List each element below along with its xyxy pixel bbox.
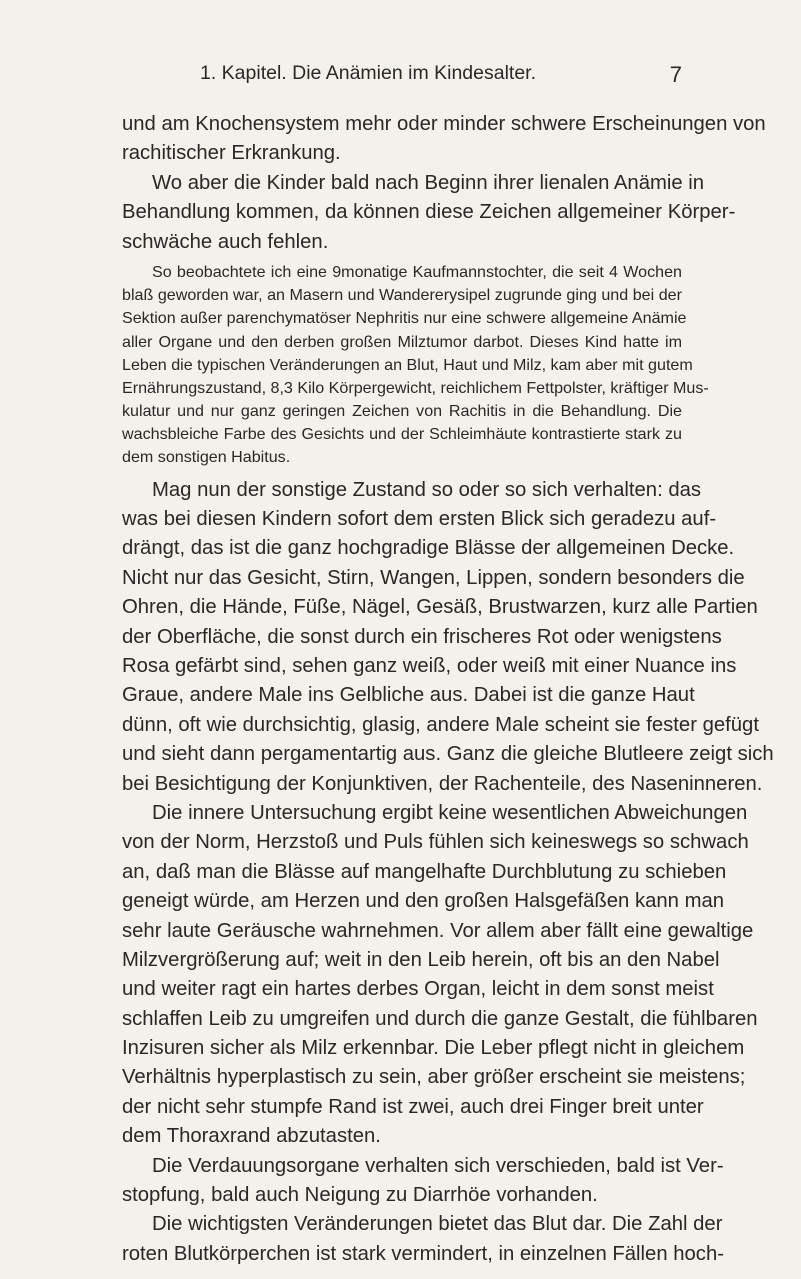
text-line: schlaffen Leib zu umgreifen und durch die ganze Gestalt, die fühlbaren [122, 1007, 758, 1030]
text-line: So beobachtete ich eine 9monatige Kaufmannstochter, die seit 4 Wochen [152, 262, 682, 281]
text-line: sehr laute Geräusche wahrnehmen. Vor allem aber fällt eine gewaltige [122, 919, 754, 942]
text-line: Graue, andere Male ins Gelbliche aus. Dabei ist die ganze Haut [122, 684, 695, 707]
text-line: Ernährungszustand, 8,3 Kilo Körpergewicht, reichlichem Fettpolster, kräftiger Mus- [122, 378, 709, 397]
text-line: von der Norm, Herzstoß und Puls fühlen sich keineswegs so schwach [122, 831, 749, 854]
small-print-paragraph [122, 261, 709, 470]
text-line: Sektion außer parenchymatöser Nephritis nur eine schwere allgemeine Anämie [122, 309, 687, 328]
text-line: Behandlung kommen, da können diese Zeichen allgemeiner Körper- [122, 201, 736, 224]
paragraph [122, 799, 758, 1152]
text-line: an, daß man die Blässe auf mangelhafte Durchblutung zu schieben [122, 860, 727, 883]
text-line: drängt, das ist die ganz hochgradige Blässe der allgemeinen Decke. [122, 537, 735, 560]
text-line: und am Knochensystem mehr oder minder schwere Erscheinungen von [122, 113, 766, 135]
text-line: aller Organe und den derben großen Milztumor darbot. Dieses Kind hatte im [122, 332, 682, 351]
text-line: Ohren, die Hände, Füße, Nägel, Gesäß, Brustwarzen, kurz alle Partien [122, 596, 758, 619]
text-line: Inzisuren sicher als Milz erkennbar. Die Leber pflegt nicht in gleichem [122, 1037, 745, 1060]
paragraph [122, 476, 774, 799]
text-line: bei Besichtigung der Konjunktiven, der Rachenteile, des Naseninneren. [122, 772, 763, 795]
text-line: dem sonstigen Habitus. [122, 448, 291, 467]
page-number: 7 [669, 62, 682, 87]
text-line: Nicht nur das Gesicht, Stirn, Wangen, Lippen, sondern besonders die [122, 566, 745, 589]
text-line: Die Verdauungsorgane verhalten sich verschieden, bald ist Ver- [152, 1154, 724, 1177]
paragraph [122, 1210, 724, 1269]
text-line: und sieht dann pergamentartig aus. Ganz die gleiche Blutleere zeigt sich [122, 743, 774, 766]
running-title: 1. Kapitel. Die Anämien im Kindesalter. [200, 62, 537, 84]
text-line: der nicht sehr stumpfe Rand ist zwei, auch drei Finger breit unter [122, 1095, 704, 1118]
text-line: geneigt würde, am Herzen und den großen Halsgefäßen kann man [122, 890, 725, 913]
text-line: blaß geworden war, an Masern und Wandererysipel zugrunde ging und bei der [122, 286, 682, 305]
text-line: Wo aber die Kinder bald nach Beginn ihrer lienalen Anämie in [152, 171, 705, 194]
text-line: dünn, oft wie durchsichtig, glasig, andere Male scheint sie fester gefügt [122, 713, 759, 736]
text-line: der Oberfläche, die sonst durch ein frischeres Rot oder wenigstens [122, 625, 722, 648]
text-line: rachitischer Erkrankung. [122, 142, 341, 165]
text-line: wachsbleiche Farbe des Gesichts und der Schleimhäute kontrastierte stark zu [122, 425, 682, 444]
text-line: Milzvergrößerung auf; weit in den Leib herein, oft bis an den Nabel [122, 948, 720, 971]
text-line: und weiter ragt ein hartes derbes Organ, leicht in dem sonst meist [122, 978, 714, 1001]
text-line: Die wichtigsten Veränderungen bietet das Blut dar. Die Zahl der [152, 1213, 723, 1236]
text-line: Mag nun der sonstige Zustand so oder so sich verhalten: das [152, 478, 702, 501]
text-line: Leben die typischen Veränderungen an Blut, Haut und Milz, kam aber mit gutem [122, 355, 693, 374]
text-line: roten Blutkörperchen ist stark vermindert, in einzelnen Fällen hoch- [122, 1242, 724, 1265]
text-line: dem Thoraxrand abzutasten. [122, 1125, 381, 1148]
text-line: stopfung, bald auch Neigung zu Diarrhöe vorhanden. [122, 1184, 598, 1207]
text-line: kulatur und nur ganz geringen Zeichen von Rachitis in die Behandlung. Die [122, 402, 682, 421]
paragraph [122, 169, 736, 257]
text-line: Die innere Untersuchung ergibt keine wesentlichen Abweichungen [152, 801, 748, 824]
text-line: was bei diesen Kindern sofort dem ersten Blick sich geradezu auf- [122, 508, 717, 531]
body-text [122, 110, 774, 1269]
text-line: Rosa gefärbt sind, sehen ganz weiß, oder weiß mit einer Nuance ins [122, 654, 737, 677]
text-line: schwäche auch fehlen. [122, 230, 329, 253]
paragraph [122, 110, 766, 169]
text-line: Verhältnis hyperplastisch zu sein, aber größer erscheint sie meistens; [122, 1066, 746, 1089]
page-header [122, 62, 682, 90]
paragraph [122, 1152, 724, 1211]
